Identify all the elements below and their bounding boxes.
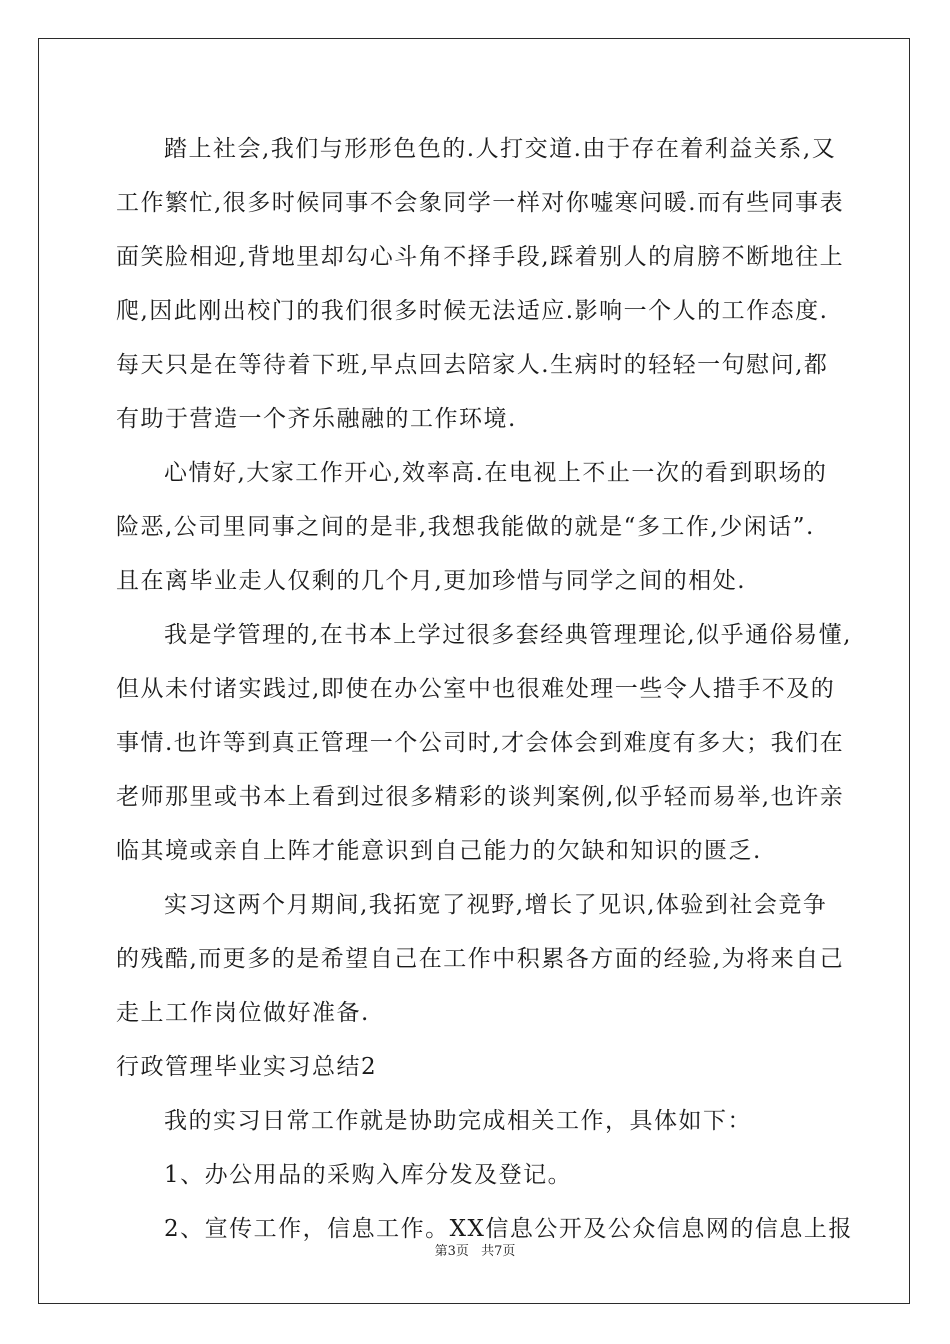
- paragraph-3-line-3: 事情.也许等到真正管理一个公司时,才会体会到难度有多大；我们在: [116, 730, 845, 756]
- paragraph-1-line-4: 爬,因此刚出校门的我们很多时候无法适应.影响一个人的工作态度.: [116, 298, 829, 324]
- paragraph-5: 我的实习日常工作就是协助完成相关工作，具体如下：: [164, 1108, 752, 1134]
- paragraph-2-line-3: 且在离毕业走人仅剩的几个月,更加珍惜与同学之间的相处.: [116, 568, 747, 594]
- paragraph-1-line-3: 面笑脸相迎,背地里却勾心斗角不择手段,踩着别人的肩膀不断地往上: [116, 244, 845, 270]
- paragraph-3-line-1: 我是学管理的,在书本上学过很多套经典管理理论,似乎通俗易懂,: [164, 622, 852, 648]
- paragraph-4-line-3: 走上工作岗位做好准备.: [116, 1000, 370, 1026]
- paragraph-1-line-1: 踏上社会,我们与形形色色的.人打交道.由于存在着利益关系,又: [164, 136, 837, 162]
- paragraph-4-line-1: 实习这两个月期间,我拓宽了视野,增长了见识,体验到社会竞争: [164, 892, 828, 918]
- paragraph-1-line-5: 每天只是在等待着下班,早点回去陪家人.生病时的轻轻一句慰问,都: [116, 352, 829, 378]
- paragraph-2-line-2: 险恶,公司里同事之间的是非,我想我能做的就是“多工作,少闲话”.: [116, 514, 815, 540]
- paragraph-1-line-6: 有助于营造一个齐乐融融的工作环境.: [116, 406, 517, 432]
- list-item-1: 1、办公用品的采购入库分发及登记。: [164, 1162, 573, 1188]
- paragraph-4-line-2: 的残酷,而更多的是希望自己在工作中积累各方面的经验,为将来自己: [116, 946, 845, 972]
- paragraph-3-line-4: 老师那里或书本上看到过很多精彩的谈判案例,似乎轻而易举,也许亲: [116, 784, 845, 810]
- section-heading: 行政管理毕业实习总结2: [116, 1054, 378, 1080]
- paragraph-3-line-2: 但从未付诸实践过,即使在办公室中也很难处理一些令人措手不及的: [116, 676, 836, 702]
- paragraph-1-line-2: 工作繁忙,很多时候同事不会象同学一样对你嘘寒问暖.而有些同事表: [116, 190, 845, 216]
- page-total: 共7页: [481, 1244, 516, 1259]
- list-item-2: 2、宣传工作，信息工作。XX信息公开及公众信息网的信息上报: [164, 1216, 853, 1242]
- paragraph-2-line-1: 心情好,大家工作开心,效率高.在电视上不止一次的看到职场的: [164, 460, 828, 486]
- page-number: 第3页: [434, 1244, 469, 1259]
- paragraph-3-line-5: 临其境或亲自上阵才能意识到自己能力的欠缺和知识的匮乏.: [116, 838, 762, 864]
- page-footer: [0, 1240, 950, 1259]
